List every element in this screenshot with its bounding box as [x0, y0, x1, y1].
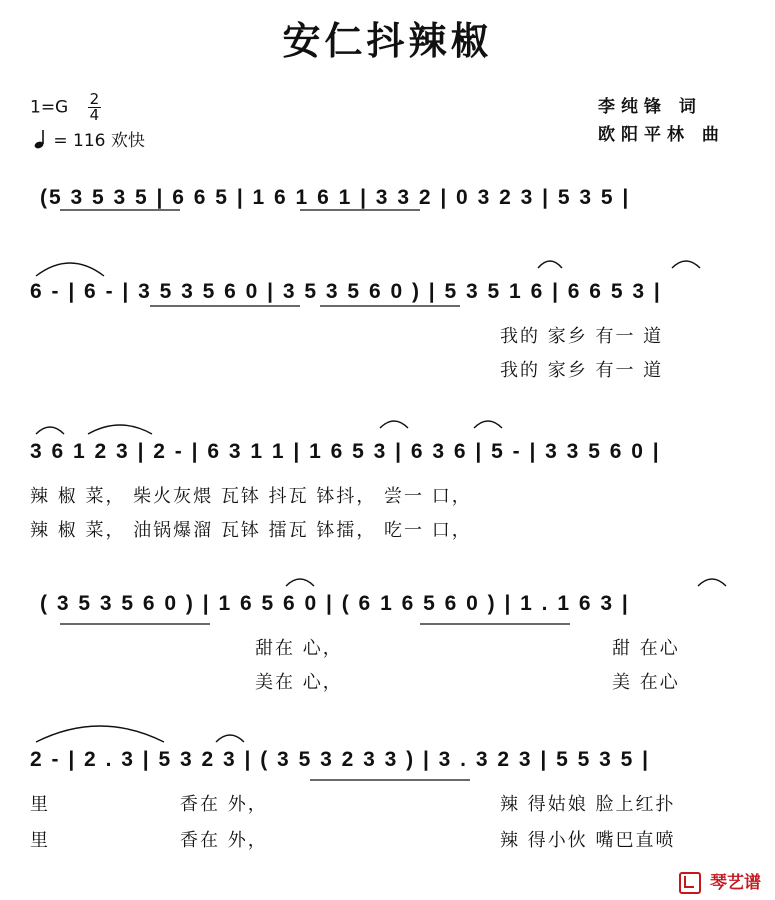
key-text: 1=G: [30, 97, 69, 118]
score-line-4: ( 3 5 3 5 6 0 ) | 1 6 5 6 0 | ( 6 1 6 5 6 0 ) | 1 . 1 6 3 |: [40, 592, 630, 615]
time-signature-bottom: 4: [89, 106, 100, 124]
lyricist-credit: 李纯锋 词: [598, 97, 702, 117]
slur-4: [36, 427, 64, 434]
lyrics-line-5-verse-2-end: 辣 得小伙 嘴巴直喷: [500, 830, 676, 851]
slur-10: [36, 726, 164, 742]
slur-9: [698, 579, 726, 586]
slur-6: [380, 421, 408, 428]
lyrics-line-2-verse-1: 我的 家乡 有一 道: [500, 326, 664, 347]
composer-credit: 欧阳平林 曲: [598, 125, 725, 145]
lyrics-line-5-verse-1-start: 里: [30, 794, 50, 815]
lyrics-line-5-verse-2-start: 里: [30, 830, 50, 851]
lyrics-line-2-verse-2: 我的 家乡 有一 道: [500, 360, 664, 381]
score-line-1: (5 3 5 3 5 | 6 6 5 | 1 6 1 6 1 | 3 3 2 | 0 3 2 3 | 5 3 5 |: [40, 186, 631, 209]
qiyipu-logo-icon: [679, 872, 701, 894]
song-title: 安仁抖辣椒: [282, 19, 493, 63]
lyrics-line-4-verse-1: 甜在 心，: [255, 638, 343, 659]
score-line-2: 6 - | 6 - | 3 5 3 5 6 0 | 3 5 3 5 6 0 ) | 5 3 5 1 6 | 6 6 5 3 |: [30, 280, 662, 303]
lyrics-line-4-verse-1-end: 甜 在心: [612, 638, 680, 659]
watermark-text: 琴艺谱: [710, 873, 761, 893]
lyrics-line-5-verse-1-mid: 香在 外，: [180, 794, 268, 815]
lyrics-line-3-verse-1: 辣 椒 菜， 柴火灰煨 瓦钵 抖瓦 钵抖， 尝一 口，: [30, 486, 472, 507]
time-signature-top: 2: [89, 90, 100, 108]
watermark: [679, 868, 761, 894]
lyrics-line-5-verse-1-end: 辣 得姑娘 脸上红扑: [500, 794, 676, 815]
slur-7: [474, 421, 502, 428]
tempo-text: = 116 欢快: [53, 131, 145, 151]
score-line-5: 2 - | 2 . 3 | 5 3 2 3 | ( 3 5 3 2 3 3 ) | 3 . 3 2 3 | 5 5 3 5 |: [30, 748, 651, 771]
slur-8: [286, 579, 314, 586]
slur-11: [216, 735, 244, 742]
lyrics-line-5-verse-2-mid: 香在 外，: [180, 830, 268, 851]
slur-2: [538, 261, 562, 268]
lyrics-line-3-verse-2: 辣 椒 菜， 油锅爆溜 瓦钵 擂瓦 钵擂， 吃一 口，: [30, 520, 472, 541]
slur-1: [36, 263, 104, 276]
slur-3: [672, 261, 700, 268]
lyrics-line-4-verse-2: 美在 心，: [255, 672, 343, 693]
lyrics-line-4-verse-2-end: 美 在心: [612, 672, 680, 693]
score-line-3: 3 6 1 2 3 | 2 - | 6 3 1 1 | 1 6 5 3 | 6 3 6 | 5 - | 3 3 5 6 0 |: [30, 440, 661, 463]
slur-5: [88, 425, 152, 434]
